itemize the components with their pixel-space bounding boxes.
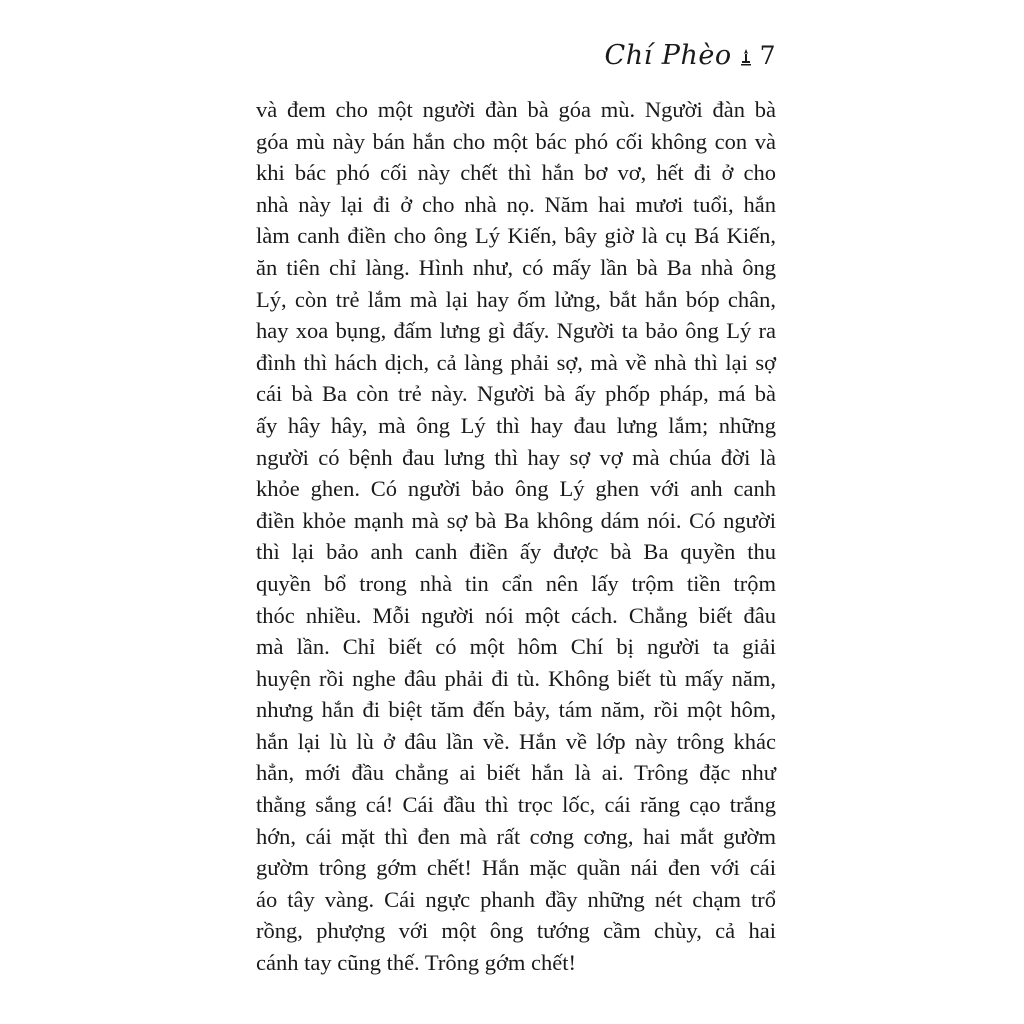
text-line: đình thì hách dịch, cả làng phải sợ, mà về nhà thì lại sợ bbox=[256, 349, 776, 375]
text-line: quyền bổ trong nhà tin cẩn nên lấy trộm tiền trộm bbox=[256, 570, 776, 596]
text-line: gườm trông gớm chết! Hắn mặc quần nái đen với cái bbox=[256, 855, 776, 881]
text-line: và đem cho một người đàn bà góa mù. Người đàn bà bbox=[256, 97, 776, 122]
text-line: khi bác phó cối này chết thì hắn bơ vơ, hết đi ở cho bbox=[256, 160, 776, 186]
text-line: điền khỏe mạnh mà sợ bà Ba không dám nói. Có người bbox=[256, 507, 776, 533]
running-header bbox=[605, 40, 776, 71]
text-line: hay xoa bụng, đấm lưng gì đấy. Người ta bảo ông Lý ra bbox=[256, 318, 776, 344]
ornament-icon bbox=[740, 42, 752, 60]
text-line: hẳn, mới đầu chẳng ai biết hắn là ai. Trông đặc như bbox=[256, 760, 776, 786]
text-line: nhưng hắn đi biệt tăm đến bảy, tám năm, rồi một hôm, bbox=[256, 697, 776, 723]
text-line: hắn lại lù lù ở đâu lần về. Hắn về lớp này trông khác bbox=[256, 728, 776, 754]
text-line: huyện rồi nghe đâu phải đi tù. Không biết tù mấy năm, bbox=[256, 665, 776, 691]
text-line: cánh tay cũng thế. Trông gớm chết! bbox=[256, 950, 576, 976]
text-line: thằng sắng cá! Cái đầu thì trọc lốc, cái răng cạo trắng bbox=[256, 792, 776, 818]
text-line: ấy hây hây, mà ông Lý thì hay đau lưng lắm; những bbox=[256, 412, 776, 438]
text-line: hớn, cái mặt thì đen mà rất cơng cơng, hai mắt gườm bbox=[256, 823, 776, 849]
text-line: khỏe ghen. Có người bảo ông Lý ghen với anh canh bbox=[256, 476, 776, 502]
text-line: Lý, còn trẻ lắm mà lại hay ốm lửng, bắt hắn bóp chân, bbox=[256, 286, 776, 312]
text-line: thì lại bảo anh canh điền ấy được bà Ba quyền thu bbox=[256, 539, 776, 565]
text-line: cái bà Ba còn trẻ này. Người bà ấy phốp pháp, má bà bbox=[256, 381, 776, 407]
text-line: góa mù này bán hắn cho một bác phó cối không con và bbox=[256, 128, 776, 154]
text-line: mà lần. Chỉ biết có một hôm Chí bị người ta giải bbox=[256, 634, 776, 660]
text-line: thóc nhiều. Mỗi người nói một cách. Chẳng biết đâu bbox=[256, 602, 776, 628]
header-title: Chí Phèo bbox=[604, 40, 732, 71]
page-number: 7 bbox=[759, 41, 776, 70]
text-line: làm canh điền cho ông Lý Kiến, bây giờ là cụ Bá Kiến, bbox=[256, 223, 776, 249]
text-line: rồng, phượng với một ông tướng cầm chùy, cả hai bbox=[256, 918, 776, 944]
text-line: ăn tiên chỉ làng. Hình như, có mấy lần bà Ba nhà ông bbox=[256, 254, 776, 280]
body-text bbox=[256, 94, 776, 979]
text-line: người có bệnh đau lưng thì hay sợ vợ mà chúa đời là bbox=[256, 444, 776, 470]
text-line: nhà này lại đi ở cho nhà nọ. Năm hai mươi tuổi, hắn bbox=[256, 191, 776, 217]
text-line: áo tây vàng. Cái ngực phanh đầy những nét chạm trổ bbox=[256, 886, 776, 912]
